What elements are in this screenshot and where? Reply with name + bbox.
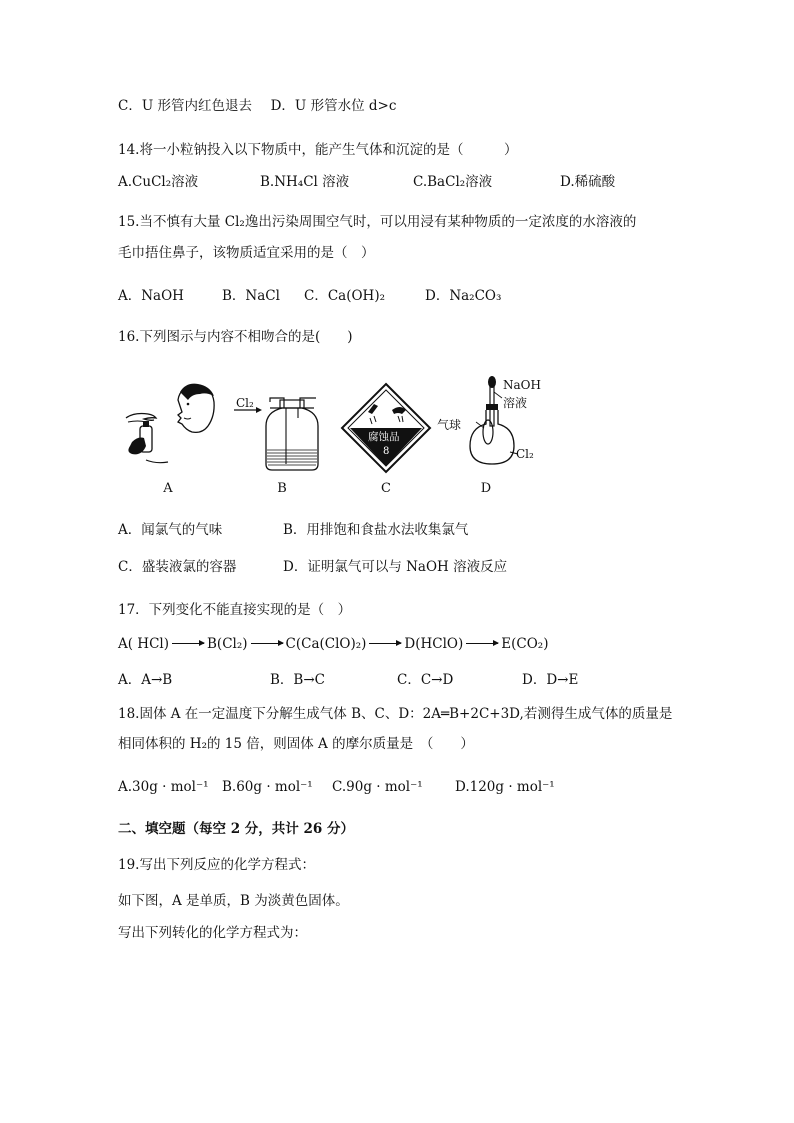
figure-d-solution-label: 溶液 xyxy=(503,396,528,410)
figure-d-balloon-label: 气球 xyxy=(437,418,462,432)
q14-option-b: B.NH₄Cl 溶液 xyxy=(260,174,350,190)
figure-d-label: D xyxy=(480,481,492,496)
q14-stem: 14.将一小粒钠投入以下物质中，能产生气体和沉淀的是（ ） xyxy=(118,142,518,158)
q15-option-a: A．NaOH xyxy=(118,288,184,304)
arrow-right-icon xyxy=(172,643,204,644)
q13-options-row xyxy=(118,97,396,115)
q15-stem-line1: 15.当不慎有大量 Cl₂逸出污染周围空气时，可以用浸有某种物质的一定浓度的水溶液的 xyxy=(118,214,637,230)
q19-stem: 19.写出下列反应的化学方程式： xyxy=(118,857,315,873)
q14-option-a: A.CuCl₂溶液 xyxy=(118,174,199,190)
q17-conversion-chain xyxy=(118,636,548,652)
figure-a-label: A xyxy=(163,481,173,496)
q17-option-b: B．B→C xyxy=(270,672,325,688)
arrow-right-icon xyxy=(466,643,498,644)
q16-option-b: B．用排饱和食盐水法收集氯气 xyxy=(283,522,469,538)
q17-option-d: D．D→E xyxy=(522,672,579,688)
figure-d-cl2-label: Cl₂ xyxy=(516,447,534,461)
q15-stem-line2: 毛巾捂住鼻子，该物质适宜采用的是（ ） xyxy=(118,245,375,261)
q18-option-c: C.90g · mol⁻¹ xyxy=(332,779,423,795)
q15-option-c: C．Ca(OH)₂ xyxy=(304,288,385,304)
arrow-right-icon xyxy=(251,643,283,644)
figure-a-smelling-icon xyxy=(118,372,218,472)
q13-option-c: C．U 形管内红色退去 xyxy=(118,98,252,114)
q18-option-a: A.30g · mol⁻¹ xyxy=(118,779,209,795)
q14-option-c: C.BaCl₂溶液 xyxy=(413,174,493,190)
figure-d-naoh-label: NaOH xyxy=(503,378,541,392)
q15-option-b: B．NaCl xyxy=(222,288,280,304)
figure-c-sign-number: 8 xyxy=(383,446,390,457)
q19-line2: 如下图，A 是单质，B 为淡黄色固体。 xyxy=(118,893,349,909)
q18-option-d: D.120g · mol⁻¹ xyxy=(455,779,555,795)
q18-option-b: B.60g · mol⁻¹ xyxy=(222,779,313,795)
section2-title: 二、填空题（每空 2 分，共计 26 分） xyxy=(118,821,354,837)
q17-stem: 17．下列变化不能直接实现的是（ ） xyxy=(118,602,352,618)
q17-option-a: A．A→B xyxy=(118,672,173,688)
q19-line3: 写出下列转化的化学方程式为： xyxy=(118,925,307,941)
q15-option-d: D．Na₂CO₃ xyxy=(425,288,502,304)
chain-e: E(CO₂) xyxy=(501,636,549,652)
q16-option-d: D．证明氯气可以与 NaOH 溶液反应 xyxy=(283,559,508,575)
q16-option-a: A．闻氯气的气味 xyxy=(118,522,223,538)
q18-stem-line1: 18.固体 A 在一定温度下分解生成气体 B、C、D：2A═B+2C+3D,若测得生成气体的质量是 xyxy=(118,706,673,722)
figure-b-label: B xyxy=(277,481,287,496)
q14-option-d: D.稀硫酸 xyxy=(560,174,616,190)
chain-a: A( HCl) xyxy=(118,636,169,652)
q18-stem-line2: 相同体积的 H₂的 15 倍，则固体 A 的摩尔质量是 （ ） xyxy=(118,736,474,752)
figure-b-gas-label: Cl₂ xyxy=(236,396,254,410)
q16-stem: 16.下列图示与内容不相吻合的是( ) xyxy=(118,329,353,345)
q16-option-c: C．盛装液氯的容器 xyxy=(118,559,237,575)
figure-c-label: C xyxy=(381,481,391,496)
q13-option-d: D．U 形管水位 d>c xyxy=(270,98,397,114)
arrow-right-icon xyxy=(369,643,401,644)
chain-d: D(HClO) xyxy=(404,636,464,652)
q17-option-c: C．C→D xyxy=(397,672,454,688)
chain-c: C(Ca(ClO)₂) xyxy=(285,636,367,652)
chain-b: B(Cl₂) xyxy=(207,636,248,652)
figure-c-corrosive-sign-icon xyxy=(340,382,432,474)
figure-c-sign-text: 腐蚀品 xyxy=(368,431,400,443)
